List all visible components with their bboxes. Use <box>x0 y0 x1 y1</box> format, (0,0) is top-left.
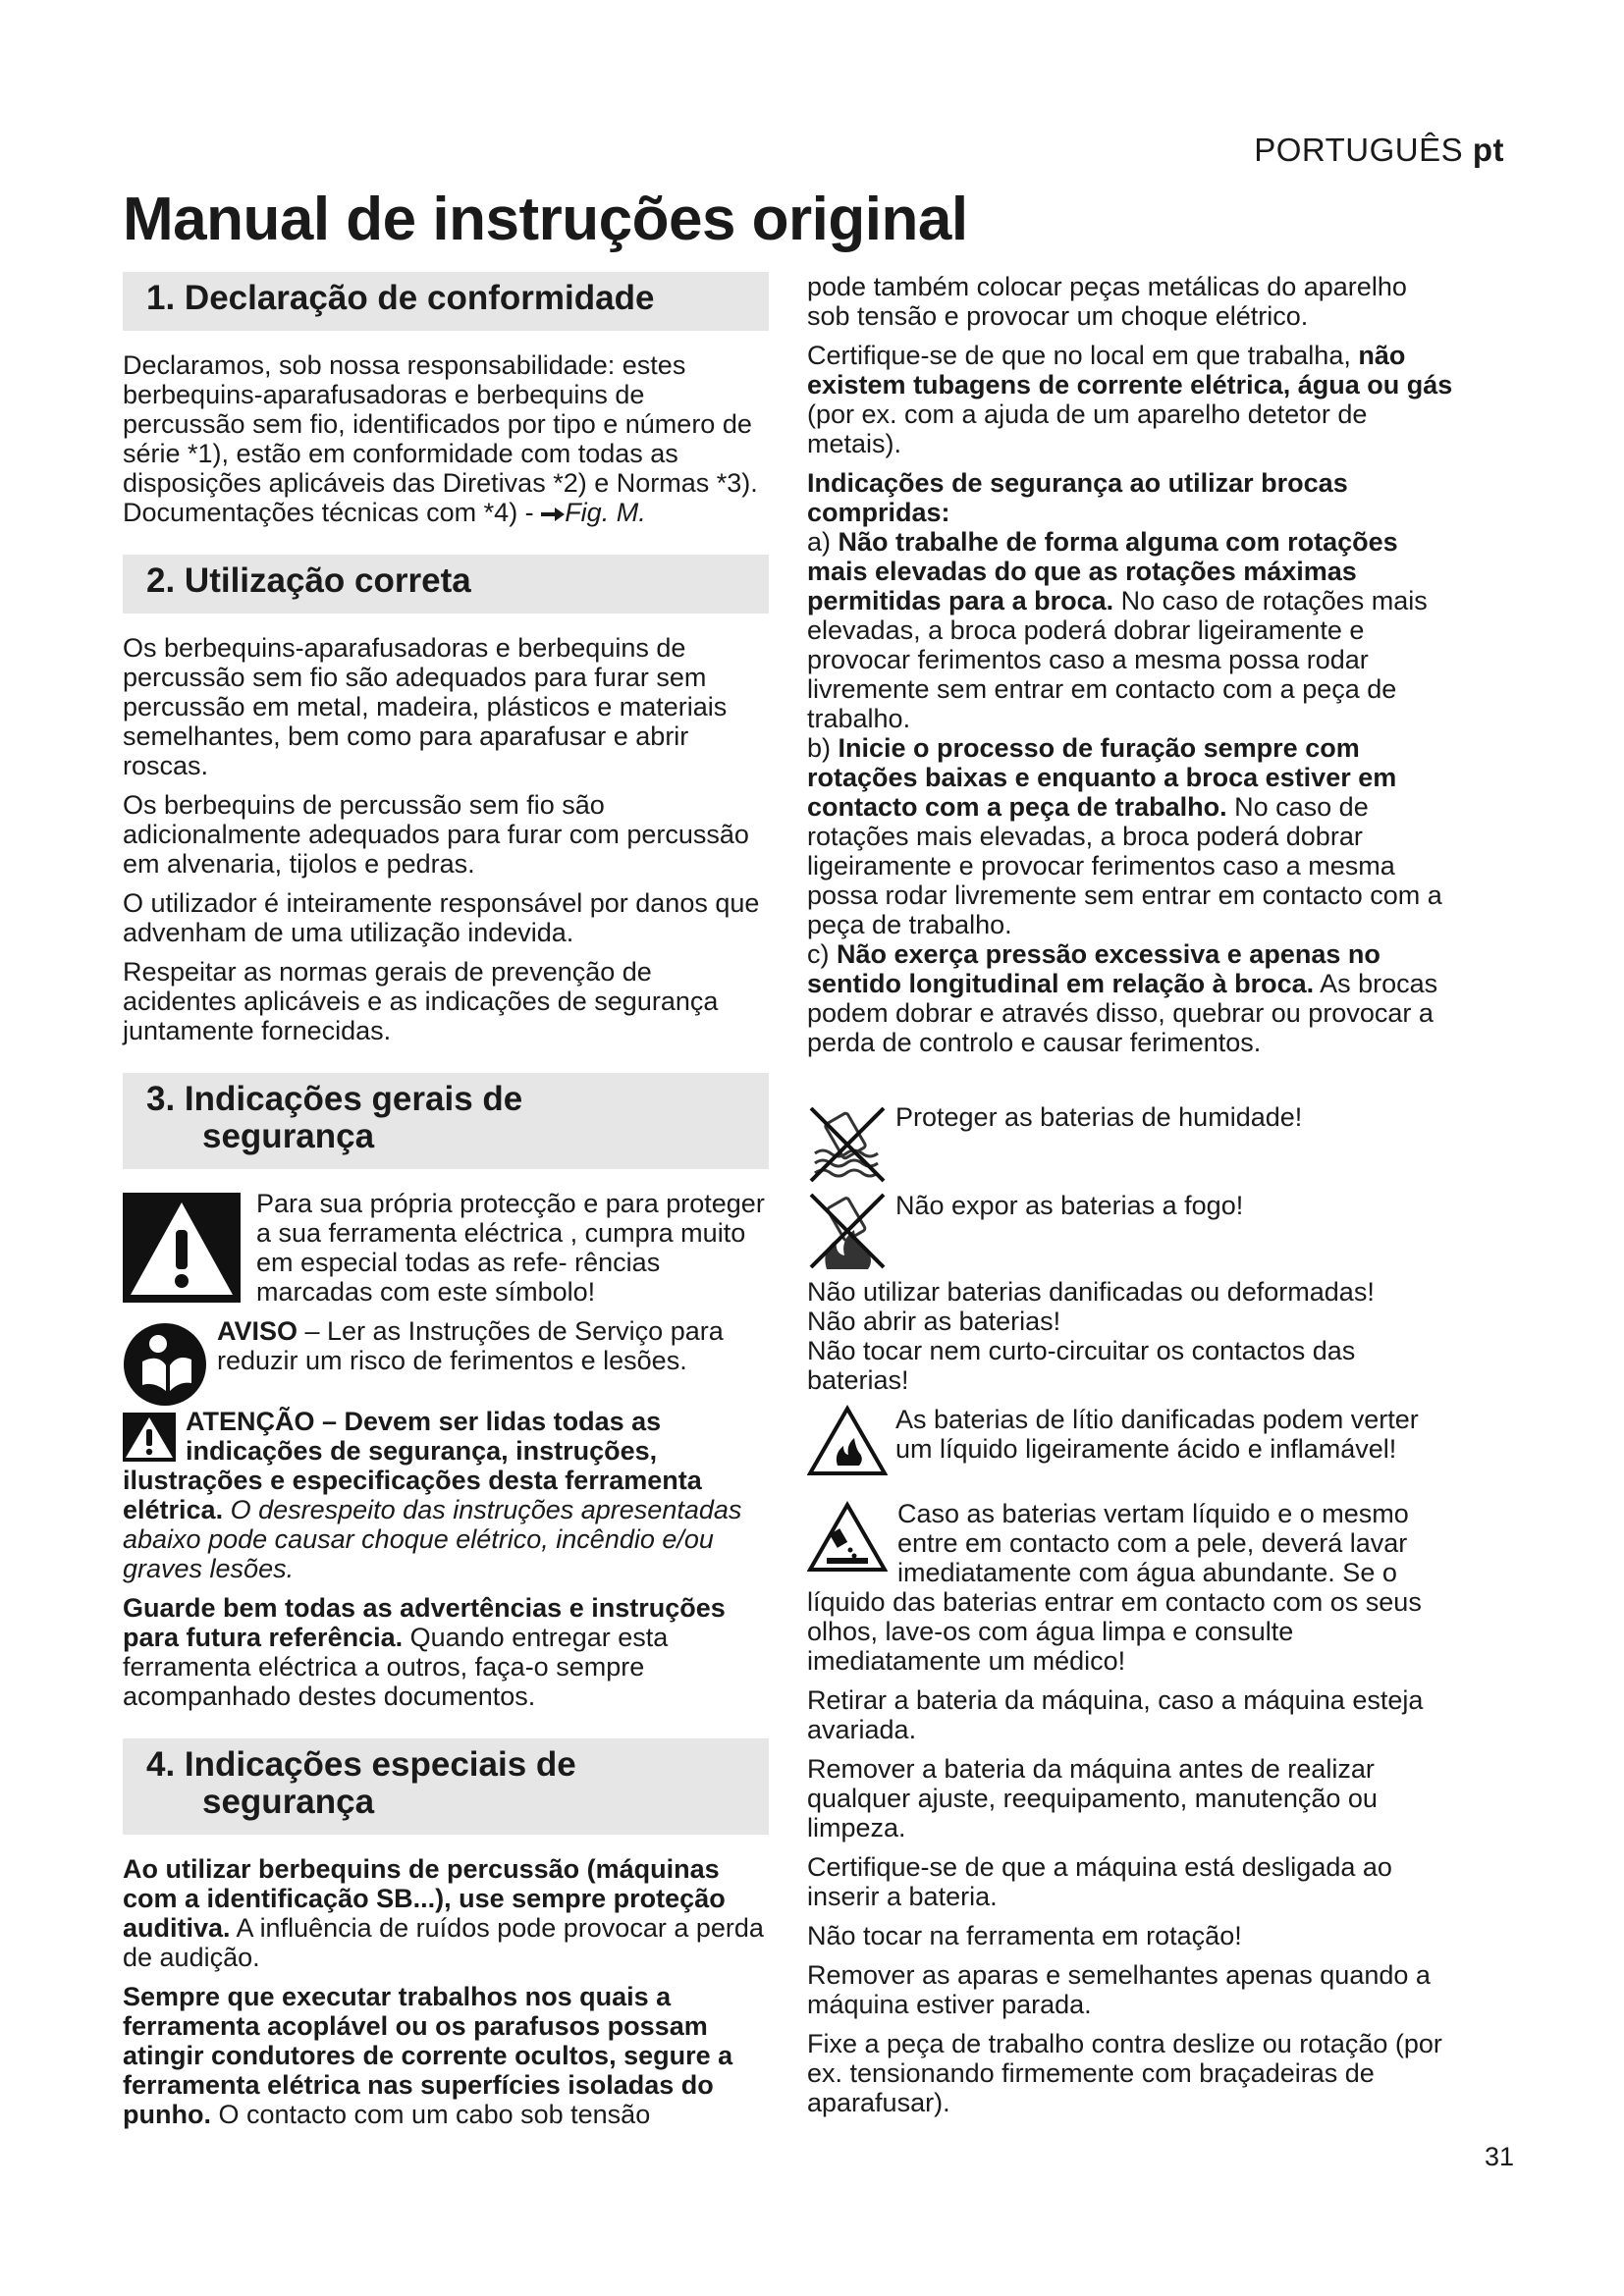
fire-symbol-row <box>807 1191 1455 1273</box>
section-2-paragraph: Os berbequins-aparafusadoras e berbequins de percussão sem fio são adequados para furar sem percussão em metal, madeira, plásticos e materiais semelhantes, bem como para aparafusar e abrir roscas. <box>123 633 728 780</box>
section-1-heading: 1. Declaração de conformidade <box>123 272 769 331</box>
hearing-protection <box>123 1854 769 1972</box>
instruction: Remover as aparas e semelhantes apenas quando a máquina estiver parada. <box>807 1960 1431 2019</box>
instruction: Remover a bateria da máquina antes de realizar qualquer ajuste, reequipamento, manutenção ou limpeza. <box>807 1754 1378 1842</box>
page-title: Manual de instruções original <box>123 186 968 253</box>
warning-triangle-icon <box>123 1193 241 1303</box>
battery-warning: Não utilizar baterias danificadas ou deformadas! <box>807 1277 1375 1307</box>
hidden-wires <box>123 1982 769 2129</box>
attention-block <box>123 1407 769 1593</box>
instruction: Não tocar na ferramenta em rotação! <box>807 1921 1242 1950</box>
hidden-wires-body: O contacto com um cabo sob tensão <box>210 2100 651 2129</box>
list-marker: c) <box>807 939 837 969</box>
arrow-icon <box>541 507 565 522</box>
right-column <box>807 272 1455 2127</box>
keep-instructions <box>123 1593 769 1711</box>
list-marker: a) <box>807 527 839 557</box>
warning-triangle-icon <box>123 1413 176 1462</box>
leak-row <box>807 1499 1455 1685</box>
fire-text: Não expor as baterias a fogo! <box>895 1191 1244 1220</box>
section-1-text <box>123 350 769 527</box>
rule-c-text: As brocas podem dobrar e através disso, quebrar ou provocar a perda de controlo e causar ferimentos. <box>807 969 1438 1057</box>
general-warning <box>123 1189 769 1316</box>
keep-body: Quando entregar esta ferramenta eléctrica a outros, faça-o sempre acompanhado destes documentos. <box>123 1623 669 1711</box>
heading-line: 3. Indicações gerais de <box>146 1080 523 1118</box>
language-label <box>1254 132 1504 169</box>
heading-line: segurança <box>202 1117 375 1155</box>
rule-b-bold: Inicie o processo de furação sempre com rotações baixas e enquanto a broca estiver em contacto com a peça de trabalho. <box>807 733 1397 822</box>
figure-reference: Fig. M. <box>565 498 646 527</box>
battery-warnings <box>807 1277 1455 1395</box>
keep-bold: Guarde bem todas as advertências e instruções para futura referência. <box>123 1593 726 1652</box>
rule-b-text: No caso de rotações mais elevadas, a broca poderá dobrar ligeiramente e provocar ferimentos caso a mesma possa rodar livremente sem entrar em contacto com a peça de trabalho. <box>807 792 1442 939</box>
left-column <box>123 272 769 2139</box>
instruction: Certifique-se de que a máquina está desligada ao inserir a bateria. <box>807 1852 1392 1911</box>
aviso-body: – Ler as Instruções de Serviço para reduzir um risco de ferimentos e lesões. <box>217 1316 724 1375</box>
rule-a-text: No caso de rotações mais elevadas, a broca poderá dobrar ligeiramente e provocar ferimentos caso a mesma possa rodar livremente sem entrar em contacto com a peça de trabalho. <box>807 586 1428 733</box>
hearing-bold: Ao utilizar berbequins de percussão (máquinas com a identificação SB...), use sempre proteção auditiva. <box>123 1854 726 1943</box>
section-2-paragraph: Respeitar as normas gerais de prevenção de acidentes aplicáveis e as indicações de segurança juntamente fornecidas. <box>123 957 719 1045</box>
corrosive-warning-icon <box>807 1501 888 1574</box>
hearing-body: A influência de ruídos pode provocar a perda de audição. <box>123 1913 764 1972</box>
read-manual-notice <box>123 1316 769 1407</box>
text: Certifique-se de que no local em que trabalha, <box>807 341 1359 370</box>
flammable-warning-icon <box>807 1405 888 1477</box>
rule-a-bold: Não trabalhe de forma alguma com rotações mais elevadas do que as rotações máximas permitidas para a broca. <box>807 527 1398 615</box>
language-name: PORTUGUÊS <box>1254 132 1464 168</box>
instruction: Fixe a peça de trabalho contra deslize ou rotação (por ex. tensionando firmemente com braçadeiras de aparafusar). <box>807 2029 1442 2117</box>
rule-c-bold: Não exerça pressão excessiva e apenas no sentido longitudinal em relação à broca. <box>807 939 1380 998</box>
flammable-text: As baterias de lítio danificadas podem verter um líquido ligeiramente ácido e inflamável! <box>895 1405 1419 1464</box>
section-2-paragraph: Os berbequins de percussão sem fio são adicionalmente adequados para furar com percussão em alvenaria, tijolos e pedras. <box>123 790 749 879</box>
warning-text: Para sua própria protecção e para proteger a sua ferramenta eléctrica , cumpra muito em especial todas as refe- rências marcadas com este símbolo! <box>256 1189 765 1307</box>
humidity-symbol-row <box>807 1102 1455 1185</box>
declaration-text: Declaramos, sob nossa responsabilidade: estes berbequins-aparafusadoras e berbequins de percussão sem fio, identificados por tipo e número de série *1), estão em conformidade com todas as disposições aplicáveis das Diretivas *2) e Normas *3). Documentações técnicas com *4) - <box>123 350 758 527</box>
language-code: pt <box>1472 132 1504 168</box>
list-marker: b) <box>807 733 839 763</box>
text: (por ex. com a ajuda de um aparelho detetor de metais). <box>807 400 1368 458</box>
page-number: 31 <box>1484 2142 1514 2171</box>
aviso-label: AVISO <box>217 1316 298 1346</box>
section-2-paragraph: O utilizador é inteiramente responsável por danos que advenham de uma utilização indevida. <box>123 888 760 947</box>
section-3-heading <box>123 1073 769 1169</box>
battery-warning: Não abrir as baterias! <box>807 1307 1061 1336</box>
long-drill-heading: Indicações de segurança ao utilizar brocas compridas: <box>807 468 1348 527</box>
heading-line: 4. Indicações especiais de <box>146 1745 576 1784</box>
section-2-heading: 2. Utilização correta <box>123 555 769 614</box>
paragraph: pode também colocar peças metálicas do aparelho sob tensão e provocar um choque elétrico. <box>807 272 1407 331</box>
attention-bold: ATENÇÃO – Devem ser lidas todas as indicações de segurança, instruções, ilustrações e especificações desta ferramenta elétrica. <box>123 1407 702 1524</box>
heading-line: segurança <box>202 1783 375 1821</box>
section-4-heading <box>123 1738 769 1835</box>
humidity-text: Proteger as baterias de humidade! <box>895 1102 1303 1132</box>
flammable-row <box>807 1405 1455 1477</box>
no-humidity-icon <box>807 1102 888 1185</box>
read-manual-icon <box>123 1322 207 1407</box>
aviso-text <box>217 1316 769 1375</box>
instruction: Retirar a bateria da máquina, caso a máquina esteja avariada. <box>807 1685 1424 1744</box>
long-drill-safety <box>807 468 1455 1057</box>
hidden-lines-check <box>807 341 1455 458</box>
no-fire-icon <box>807 1191 888 1273</box>
hidden-wires-bold: Sempre que executar trabalhos nos quais a ferramenta acoplável ou os parafusos possam atingir condutores de corrente ocultos, segure a ferramenta elétrica nas superfícies isoladas do punho. <box>123 1982 733 2129</box>
attention-italic: O desrespeito das instruções apresentadas abaixo pode causar choque elétrico, incêndio e/ou graves lesões. <box>123 1495 742 1583</box>
leak-text: Caso as baterias vertam líquido e o mesmo entre em contacto com a pele, deverá lavar imediatamente com água abundante. Se o líquido das baterias entrar em contacto com os seus olhos, lave-os com água limpa e consulte imediatamente um médico! <box>807 1499 1422 1676</box>
bold-text: não existem tubagens de corrente elétrica, água ou gás <box>807 341 1453 400</box>
battery-warning: Não tocar nem curto-circuitar os contactos das baterias! <box>807 1336 1356 1395</box>
attention-text <box>123 1407 769 1583</box>
